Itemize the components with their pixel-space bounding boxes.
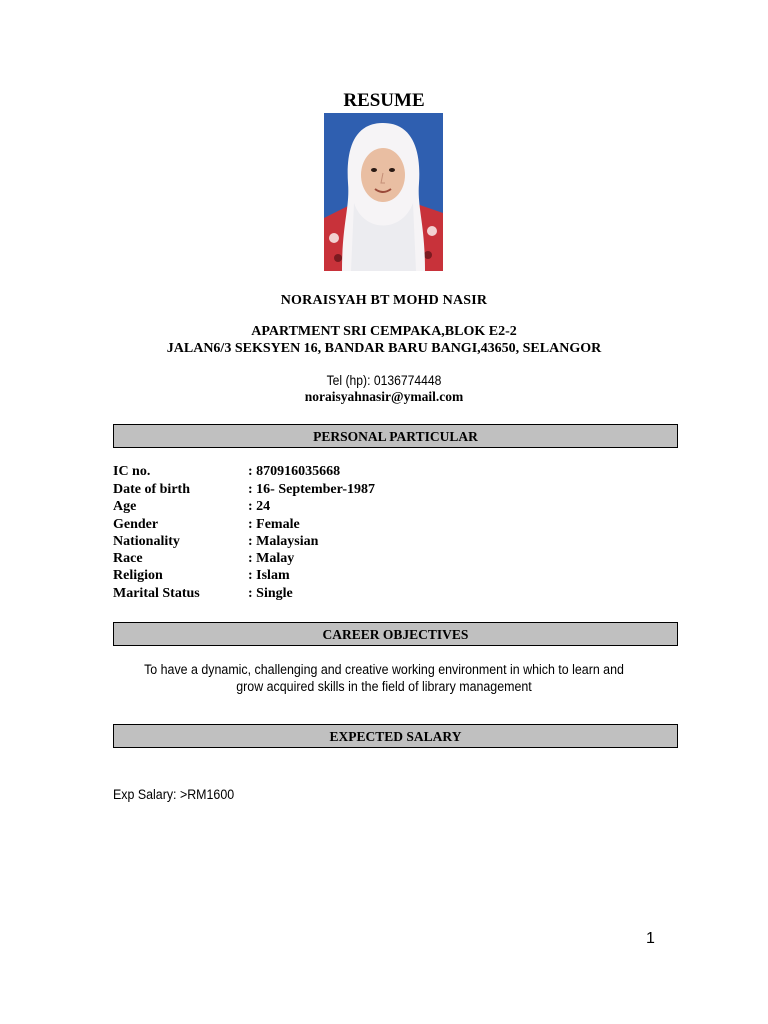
row-label: Gender: [113, 517, 159, 532]
row-label: Date of birth: [113, 482, 190, 497]
section-heading-salary: EXPECTED SALARY: [113, 724, 678, 748]
row-label: Marital Status: [113, 586, 200, 601]
career-objective-text: [31, 661, 738, 695]
page-number: 1: [646, 930, 655, 947]
row-value: : 24: [248, 499, 271, 514]
address-line-1: APARTMENT SRI CEMPAKA,BLOK E2-2: [251, 324, 517, 339]
profile-photo: [324, 113, 443, 271]
email-address: noraisyahnasir@ymail.com: [304, 389, 464, 404]
row-label: Race: [113, 551, 143, 566]
section-heading-career: CAREER OBJECTIVES: [113, 622, 678, 646]
row-label: Age: [113, 499, 137, 514]
objective-line-1: To have a dynamic, challenging and creative working environment in which to learn and: [144, 662, 624, 677]
row-value: : 16- September-1987: [248, 482, 376, 497]
phone-number: Tel (hp): 0136774448: [326, 373, 442, 388]
row-value: : 870916035668: [248, 464, 341, 479]
resume-title: RESUME: [343, 90, 425, 111]
row-value: : Female: [248, 517, 300, 532]
row-value: : Malaysian: [248, 534, 319, 549]
section-heading-personal: PERSONAL PARTICULAR: [113, 424, 678, 448]
row-label: Nationality: [113, 534, 180, 549]
row-label: Religion: [113, 568, 163, 583]
objective-line-2: grow acquired skills in the field of library management: [236, 679, 532, 694]
row-label: IC no.: [113, 464, 151, 479]
row-value: : Islam: [248, 568, 290, 583]
row-value: : Malay: [248, 551, 295, 566]
address-line-2: JALAN6/3 SEKSYEN 16, BANDAR BARU BANGI,43650, SELANGOR: [166, 341, 602, 356]
applicant-name: NORAISYAH BT MOHD NASIR: [280, 293, 488, 308]
expected-salary-text: Exp Salary: >RM1600: [113, 787, 235, 802]
row-value: : Single: [248, 586, 293, 601]
